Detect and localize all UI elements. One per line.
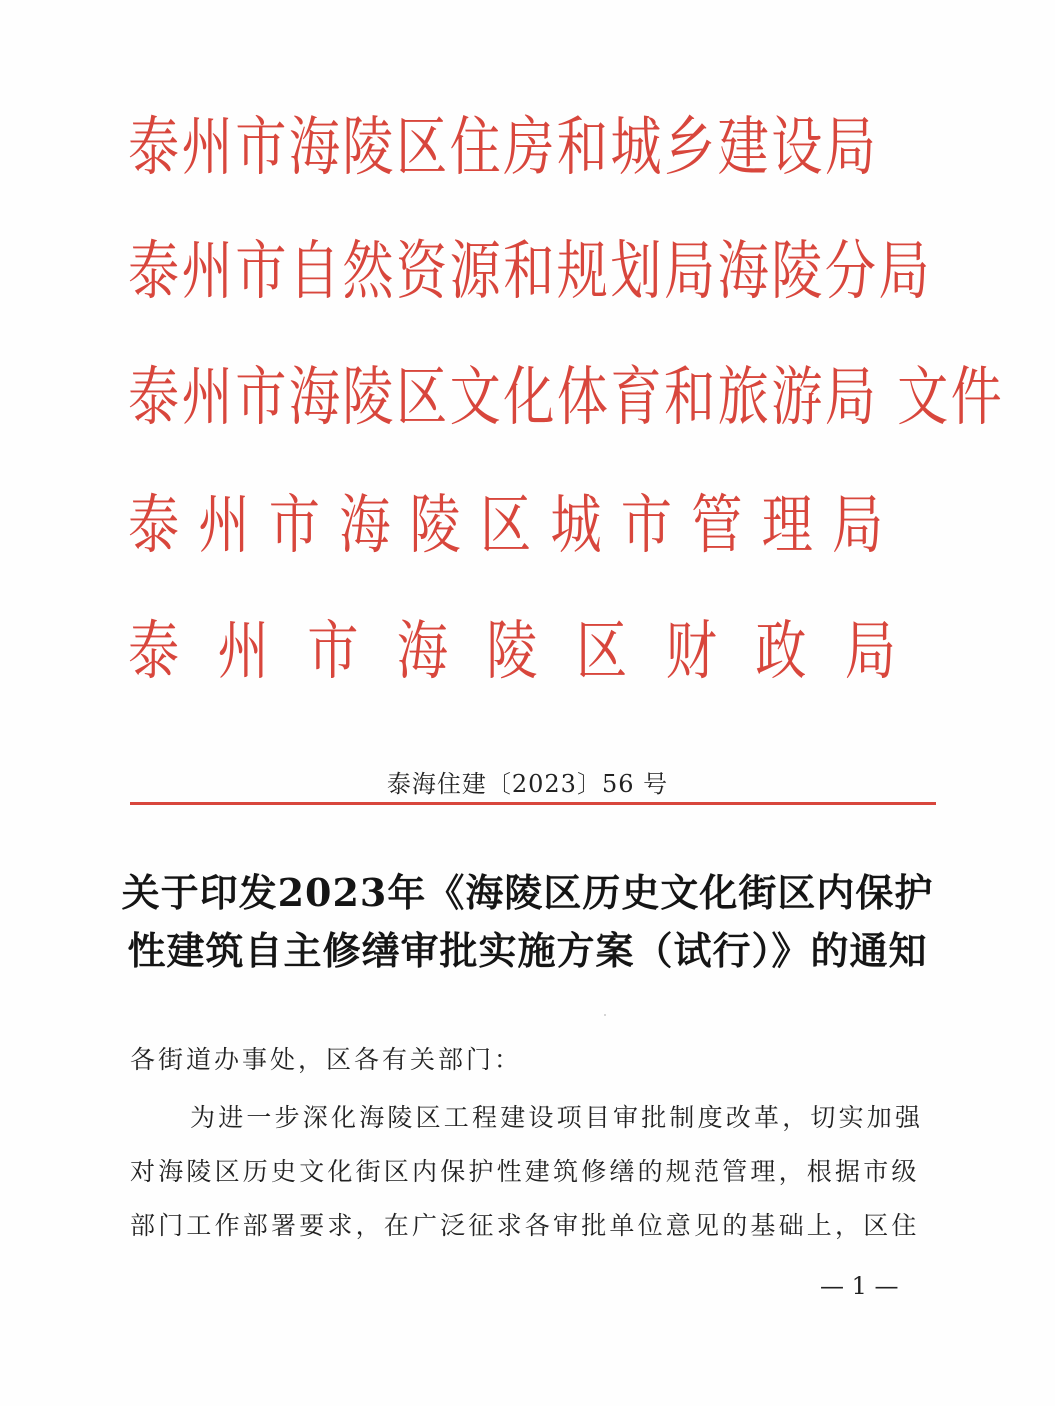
document-title-line-2: 性建筑自主修缮审批实施方案（试行）》的通知 — [127, 928, 928, 973]
agency-name-culture-sports-tourism: 泰州市海陵区文化体育和旅游局 文件 — [128, 361, 1005, 435]
body-line-3: 部门工作部署要求，在广泛征求各审批单位意见的基础上，区住 — [130, 1211, 920, 1240]
agency-name-housing: 泰州市海陵区住房和城乡建设局 — [128, 111, 879, 185]
agency-name-finance: 泰州市海陵区财政局 — [128, 615, 935, 689]
body-line-2: 对海陵区历史文化街区内保护性建筑修缮的规范管理，根据市级 — [130, 1157, 920, 1186]
body-line-1: 为进一步深化海陵区工程建设项目审批制度改革，切实加强 — [190, 1103, 924, 1132]
red-divider — [130, 802, 936, 805]
scan-speck — [604, 1014, 606, 1016]
document-number: 泰海住建〔2023〕56 号 — [386, 770, 669, 798]
salutation: 各街道办事处，区各有关部门： — [130, 1045, 523, 1074]
document-title-line-1: 关于印发2023年《海陵区历史文化街区内保护 — [121, 870, 934, 915]
agency-name-natural-resources: 泰州市自然资源和规划局海陵分局 — [128, 235, 932, 309]
agency-name-city-management: 泰州市海陵区城市管理局 — [128, 489, 903, 563]
page-number: — 1 — — [820, 1272, 899, 1300]
